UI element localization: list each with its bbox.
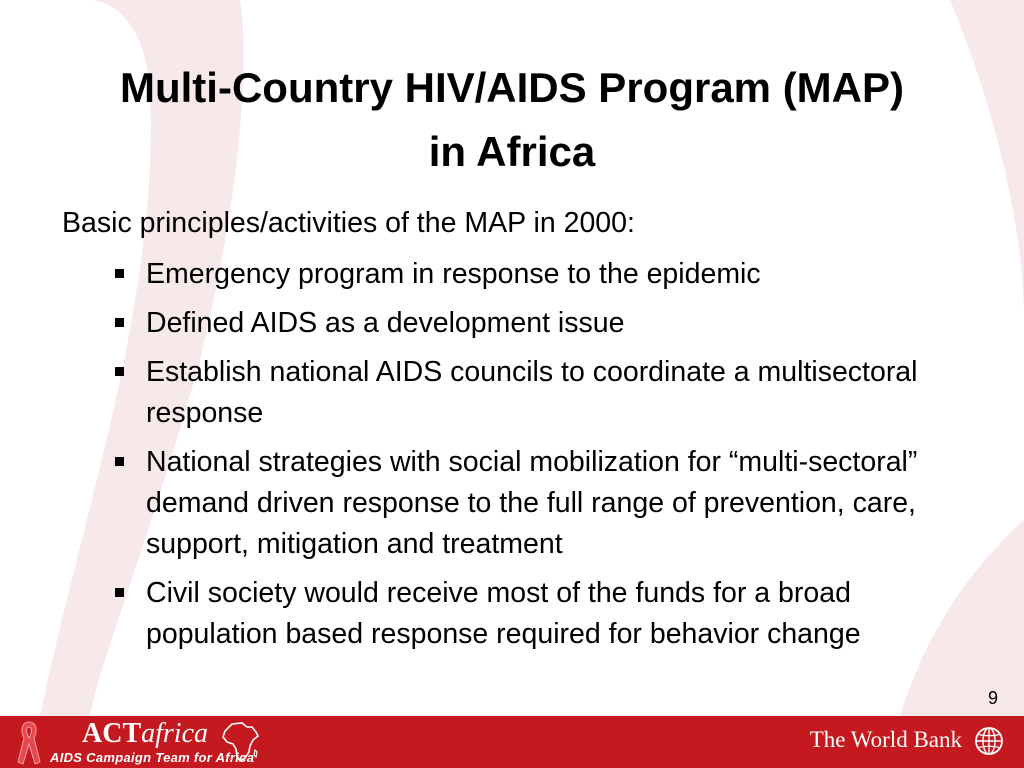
red-ribbon-icon xyxy=(14,718,44,766)
bullet-text: Civil society would receive most of the funds for a broad population based response required for behavior change xyxy=(146,577,861,650)
title-line-1: Multi-Country HIV/AIDS Program (MAP) xyxy=(120,64,904,111)
footer-bar xyxy=(0,716,1024,768)
square-bullet-icon xyxy=(115,588,124,597)
bullet-item xyxy=(112,442,972,565)
world-bank-name: The World Bank xyxy=(809,727,962,752)
page-number: 9 xyxy=(987,688,998,708)
title-line-2: in Africa xyxy=(428,128,596,175)
square-bullet-icon xyxy=(115,367,124,376)
logo-prefix: ACT xyxy=(82,718,142,749)
actafrica-logo xyxy=(82,718,208,750)
bullet-list xyxy=(112,254,972,663)
globe-icon xyxy=(974,726,1004,756)
bullet-item xyxy=(112,254,972,295)
bullet-item xyxy=(112,573,972,655)
bullet-text: Establish national AIDS councils to coordinate a multisectoral response xyxy=(146,356,918,429)
bullet-item xyxy=(112,303,972,344)
square-bullet-icon xyxy=(115,269,124,278)
bullet-item xyxy=(112,352,972,434)
bullet-text: National strategies with social mobilization for “multi-sectoral” demand driven response to the full range of prevention, care, support, mitigation and treatment xyxy=(146,446,918,560)
intro-text: Basic principles/activities of the MAP in 2000: xyxy=(62,207,635,239)
slide-title xyxy=(40,56,984,184)
square-bullet-icon xyxy=(115,457,124,466)
africa-map-icon xyxy=(218,720,262,764)
actafrica-subtitle: AIDS Campaign Team for Africa xyxy=(50,750,255,765)
square-bullet-icon xyxy=(115,318,124,327)
bullet-text: Defined AIDS as a development issue xyxy=(146,307,625,339)
logo-suffix: africa xyxy=(141,718,209,749)
bullet-text: Emergency program in response to the epidemic xyxy=(146,258,761,290)
